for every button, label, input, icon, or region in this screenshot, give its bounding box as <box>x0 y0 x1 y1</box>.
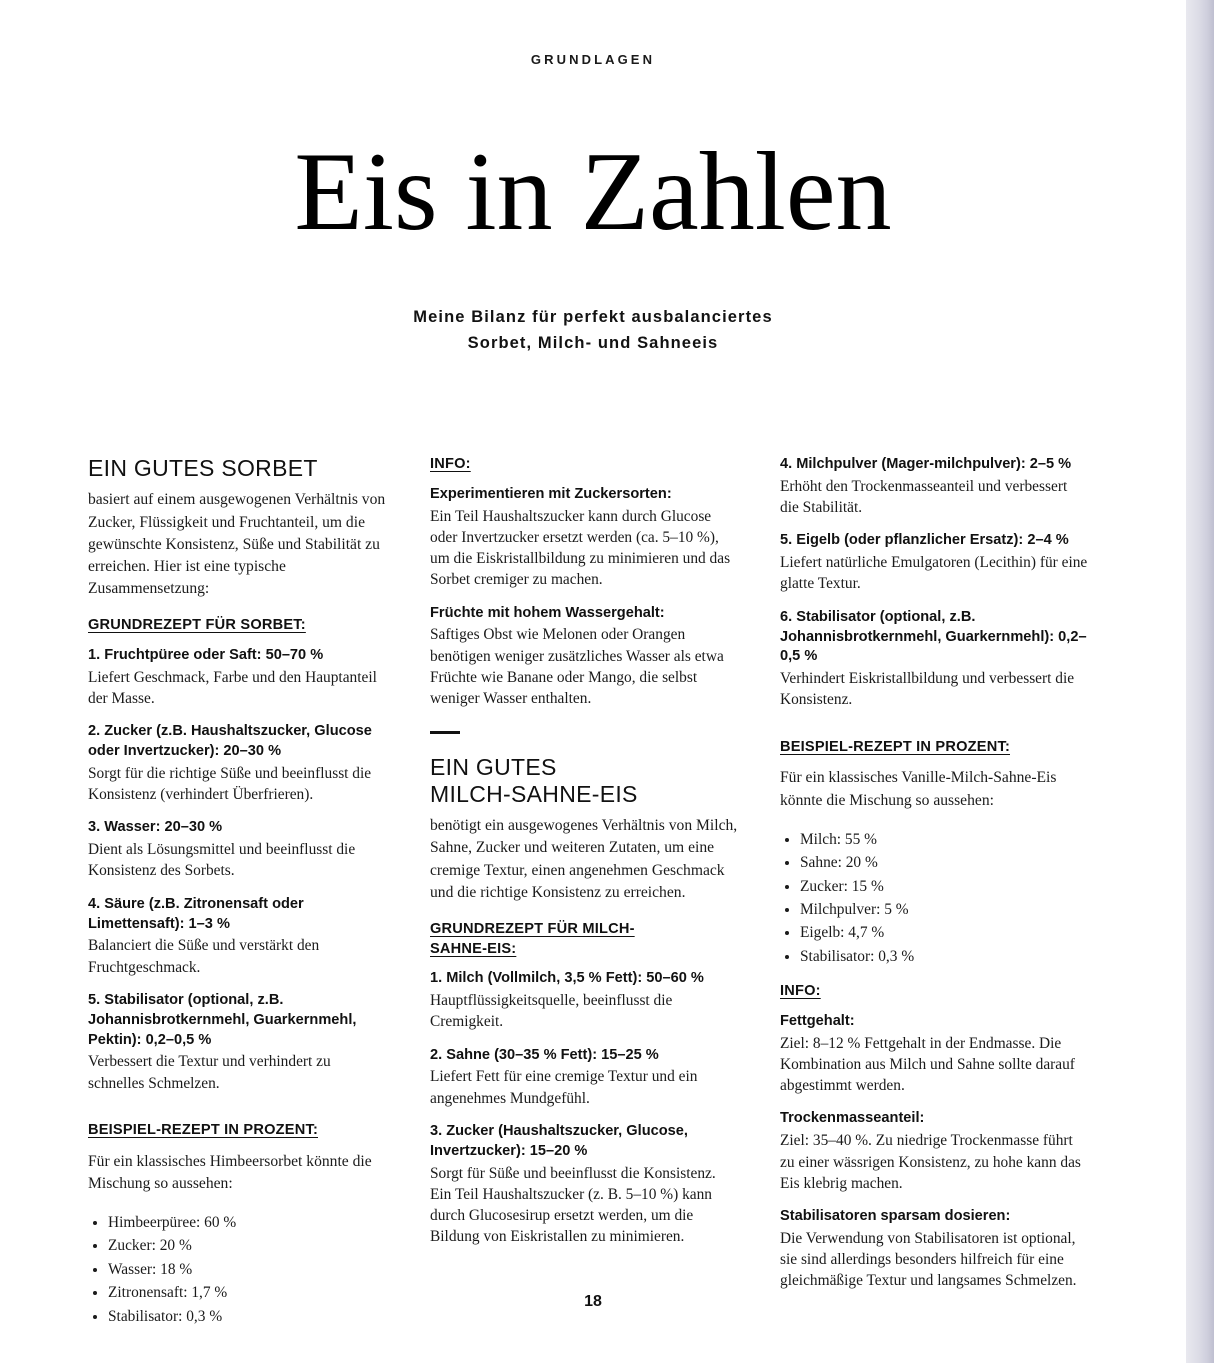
info-label: Trockenmasseanteil: <box>780 1110 925 1127</box>
ingredient-label: 2. Sahne (30–35 % Fett): 15–25 % <box>430 1046 659 1063</box>
ingredient-desc: Hauptflüssigkeitsquelle, beeinflusst die Cremigkeit. <box>430 992 673 1031</box>
page-subtitle <box>0 305 1186 356</box>
list-item <box>88 646 388 709</box>
section-heading-milch-sahne-eis <box>430 754 738 807</box>
ingredient-desc: Liefert Fett für eine cremige Textur und ein angenehmes Mundgefühl. <box>430 1068 698 1107</box>
heading-line-1: EIN GUTES <box>430 754 557 781</box>
list-item <box>88 722 388 805</box>
ingredient-label: 5. Eigelb (oder pflanzlicher Ersatz): 2–4 % <box>780 532 1069 549</box>
ingredient-label: 1. Fruchtpüree oder Saft: 50–70 % <box>88 646 324 663</box>
milcheis-example-list <box>780 828 1088 968</box>
page-number: 18 <box>584 1293 602 1310</box>
info-label: Früchte mit hohem Wassergehalt: <box>430 604 665 621</box>
column-milcheis-continued <box>780 455 1088 1342</box>
list-item: • Wasser: 18 % <box>108 1258 388 1281</box>
ingredient-label: 3. Wasser: 20–30 % <box>88 819 223 836</box>
ingredient-desc: Balanciert die Süße und verstärkt den Fruchtgeschmack. <box>88 937 320 976</box>
info-block <box>430 485 738 591</box>
ingredient-desc: Verbessert die Textur und verhindert zu schnelles Schmelzen. <box>88 1053 331 1092</box>
sorbet-example-intro: Für ein klassisches Himbeersorbet könnte die Mischung so aussehen: <box>88 1152 372 1192</box>
sorbet-example-heading: BEISPIEL-REZEPT IN PROZENT: <box>88 1121 318 1138</box>
ingredient-label: 4. Säure (z.B. Zitronensaft oder Limettensaft): 1–3 % <box>88 895 304 932</box>
recipe-heading-line-1: GRUNDREZEPT FÜR MILCH- <box>430 920 635 937</box>
ingredient-desc: Erhöht den Trockenmasseanteil und verbessert die Stabilität. <box>780 477 1068 517</box>
info-block <box>780 1207 1088 1292</box>
list-item: • Zucker: 20 % <box>108 1234 388 1257</box>
list-item: • Stabilisator: 0,3 % <box>800 945 1088 968</box>
running-head: GRUNDLAGEN <box>530 52 656 67</box>
list-item: • Sahne: 20 % <box>800 851 1088 874</box>
heading-line-2: MILCH-SAHNE-EIS <box>430 780 638 807</box>
list-item <box>430 1046 738 1109</box>
milcheis-intro: benötigt ein ausgewogenes Verhältnis von Milch, Sahne, Zucker und weiteren Zutaten, um eine cremige Textur, einen angenehmen Geschmack und die richtige Konsistenz zu erreichen. <box>430 817 738 901</box>
column-sorbet <box>88 455 388 1342</box>
ingredient-label: 2. Zucker (z.B. Haushaltszucker, Glucose oder Invertzucker): 20–30 % <box>88 723 372 760</box>
milcheis-recipe-heading <box>430 920 738 959</box>
section-heading-sorbet: EIN GUTES SORBET <box>88 455 318 481</box>
info-desc: Ziel: 35–40 %. Zu niedrige Trockenmasse führt zu einer wässrigen Konsistenz, zu hohe kann das Eis klebrig machen. <box>780 1132 1081 1192</box>
ingredient-desc: Verhindert Eiskristallbildung und verbessert die Konsistenz. <box>780 670 1075 709</box>
sorbet-intro: basiert auf einem ausgewogenen Verhältnis von Zucker, Flüssigkeit und Fruchtanteil, um die gewünschte Konsistenz, Süße und Stabilität zu erreichen. Hier ist eine typische Zusammensetzung: <box>88 491 386 597</box>
info-block <box>780 1109 1088 1194</box>
list-item: • Milchpulver: 5 % <box>800 898 1088 921</box>
ingredient-label: 4. Milchpulver (Mager-milchpulver): 2–5 % <box>780 456 1072 472</box>
content-columns <box>88 455 1088 1342</box>
list-item <box>780 531 1088 594</box>
info-heading: INFO: <box>430 456 471 472</box>
info-block <box>430 604 738 710</box>
list-item <box>780 455 1088 518</box>
list-item <box>430 1122 738 1248</box>
milcheis-example-heading: BEISPIEL-REZEPT IN PROZENT: <box>780 738 1010 755</box>
section-divider <box>430 731 460 734</box>
list-item: • Himbeerpüree: 60 % <box>108 1211 388 1234</box>
ingredient-desc: Sorgt für die richtige Süße und beeinflusst die Konsistenz (verhindert Überfrieren). <box>88 764 372 804</box>
info-heading: INFO: <box>780 983 821 1000</box>
info-desc: Ein Teil Haushaltszucker kann durch Glucose oder Invertzucker ersetzt werden (ca. 5–10 %), um die Eiskristallbildung zu minimieren und das Sorbet cremiger zu machen. <box>430 507 731 589</box>
ingredient-desc: Sorgt für Süße und beeinflusst die Konsistenz. Ein Teil Haushaltszucker (z. B. 5–10 %) kann durch Glucosesirup ersetzt werden, um die Bildung von Eiskristallen zu minimieren. <box>430 1164 716 1246</box>
list-item <box>88 991 388 1094</box>
ingredient-desc: Liefert natürliche Emulgatoren (Lecithin) für eine glatte Textur. <box>780 554 1088 593</box>
ingredient-label: 1. Milch (Vollmilch, 3,5 % Fett): 50–60 % <box>430 970 704 987</box>
list-item: • Milch: 55 % <box>800 828 1088 851</box>
info-label: Stabilisatoren sparsam dosieren: <box>780 1208 1011 1224</box>
milcheis-example-intro: Für ein klassisches Vanille-Milch-Sahne-Eis könnte die Mischung so aussehen: <box>780 769 1057 809</box>
subtitle-line-1: Meine Bilanz für perfekt ausbalanciertes <box>413 308 773 326</box>
sorbet-recipe-heading: GRUNDREZEPT FÜR SORBET: <box>88 617 306 634</box>
ingredient-label: 6. Stabilisator (optional, z.B. Johannisbrotkernmehl, Guarkernmehl): 0,2–0,5 % <box>780 608 1087 665</box>
list-item: • Zitronensaft: 1,7 % <box>108 1281 388 1304</box>
list-item: • Zucker: 15 % <box>800 875 1088 898</box>
page-title: Eis in Zahlen <box>294 130 892 254</box>
list-item <box>88 895 388 978</box>
info-label: Fettgehalt: <box>780 1012 855 1029</box>
list-item <box>780 608 1088 711</box>
info-block <box>780 1012 1088 1097</box>
ingredient-desc: Liefert Geschmack, Farbe und den Hauptanteil der Masse. <box>88 668 377 707</box>
info-desc: Die Verwendung von Stabilisatoren ist optional, sie sind allerdings besonders hilfreich für eine gleichmäßige Textur und langsames Schmelzen. <box>780 1229 1077 1290</box>
info-desc: Saftiges Obst wie Melonen oder Orangen benötigen weniger zusätzliches Wasser als etwa Früchte wie Banane oder Mango, die selbst weniger Wasser enthalten. <box>430 626 724 708</box>
list-item <box>88 818 388 881</box>
subtitle-line-2: Sorbet, Milch- und Sahneeis <box>467 333 719 352</box>
column-info-milcheis <box>430 455 738 1342</box>
recipe-heading-line-2: SAHNE-EIS: <box>430 940 517 957</box>
list-item <box>430 969 738 1032</box>
list-item: • Eigelb: 4,7 % <box>800 921 1088 944</box>
info-desc: Ziel: 8–12 % Fettgehalt in der Endmasse. Die Kombination aus Milch und Sahne sollte darauf abgestimmt werden. <box>780 1034 1075 1095</box>
book-edge-gradient <box>1186 0 1214 1363</box>
info-label: Experimentieren mit Zuckersorten: <box>430 485 672 502</box>
ingredient-label: 5. Stabilisator (optional, z.B. Johannisbrotkernmehl, Guarkernmehl, Pektin): 0,2–0,5 % <box>88 991 357 1048</box>
ingredient-label: 3. Zucker (Haushaltszucker, Glucose, Invertzucker): 15–20 % <box>430 1122 688 1159</box>
list-item: • Stabilisator: 0,3 % <box>108 1305 388 1328</box>
ingredient-desc: Dient als Lösungsmittel und beeinflusst die Konsistenz des Sorbets. <box>88 841 356 880</box>
